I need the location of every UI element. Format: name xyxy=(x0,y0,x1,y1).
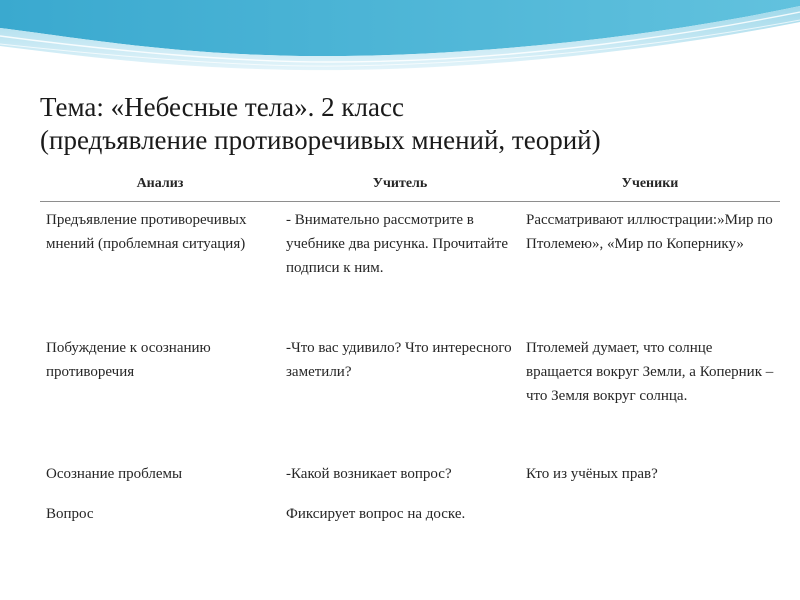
table-row xyxy=(40,452,780,498)
cell-students: Кто из учёных прав? xyxy=(526,466,658,482)
decorative-wave-banner xyxy=(0,0,800,80)
cell-teacher: -Что вас удивило? Что интересного заметили? xyxy=(286,340,512,380)
table-row xyxy=(40,202,780,325)
cell-students xyxy=(520,498,780,562)
title-line-1: Тема: «Небесные тела». 2 класс xyxy=(40,92,404,122)
cell-teacher: Фиксирует вопрос на доске. xyxy=(286,506,466,522)
column-header-teacher: Учитель xyxy=(280,167,520,202)
cell-analysis: Предъявление противоречивых мнений (проблемная ситуация) xyxy=(46,212,247,252)
cell-analysis: Осознание проблемы xyxy=(46,466,183,482)
cell-teacher: - Внимательно рассмотрите в учебнике два рисунка. Прочитайте подписи к ним. xyxy=(286,212,509,276)
lesson-table xyxy=(40,167,780,562)
table-row xyxy=(40,498,780,562)
table-header-row xyxy=(40,167,780,202)
slide-title xyxy=(40,91,780,157)
cell-analysis: Побуждение к осознанию противоречия xyxy=(46,340,211,380)
cell-students: Птолемей думает, что солнце вращается вокруг Земли, а Коперник – что Земля вокруг солнца. xyxy=(526,340,774,404)
cell-analysis: Вопрос xyxy=(46,506,94,522)
title-line-2: (предъявление противоречивых мнений, теорий) xyxy=(40,125,601,155)
cell-teacher: -Какой возникает вопрос? xyxy=(286,466,452,482)
column-header-analysis: Анализ xyxy=(40,167,280,202)
table-row xyxy=(40,324,780,452)
column-header-students: Ученики xyxy=(520,167,780,202)
cell-students: Рассматривают иллюстрации:»Мир по Птолемею», «Мир по Копернику» xyxy=(526,212,773,252)
